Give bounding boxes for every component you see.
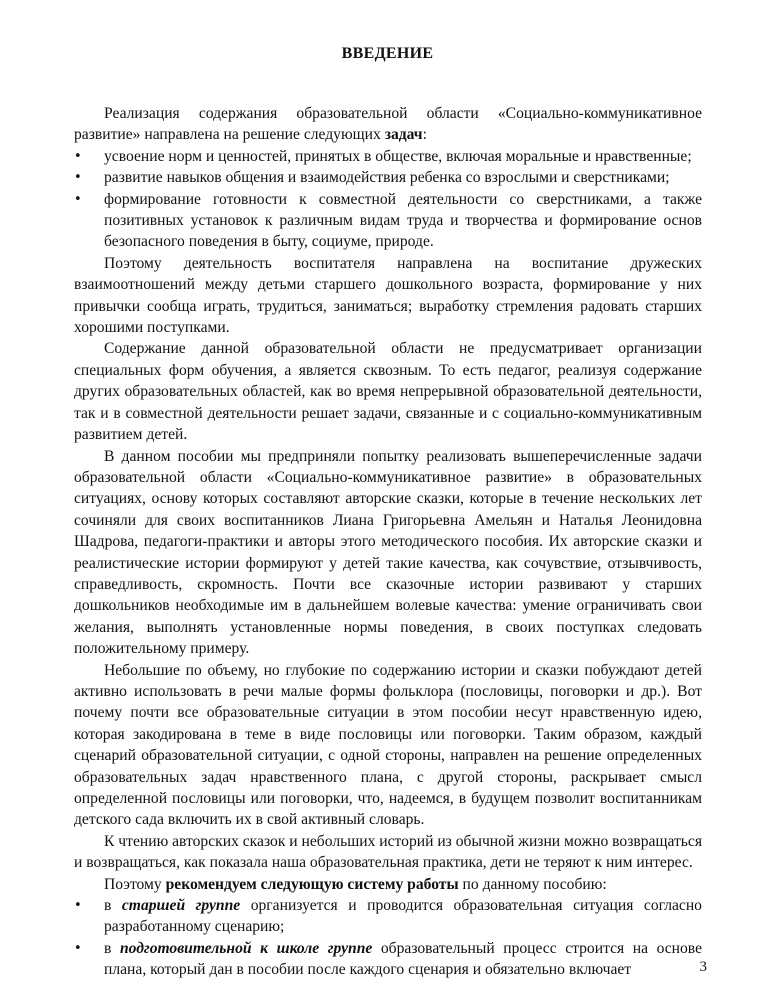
- recommendation-paragraph: [74, 874, 702, 895]
- rec-intro-text: Поэтому: [104, 875, 166, 893]
- bullet-icon: •: [74, 170, 82, 186]
- list-item: [74, 895, 702, 938]
- paragraph: Небольшие по объему, но глубокие по содержанию истории и сказки побуждают детей активно использовать в речи малые формы фольклора (пословицы, поговорки и др.). Вот почему почти все образовательные ситуации в этом пособии несут нравственную идею, которая закодирована в теме в виде пословицы или поговорки. Таким образом, каждый сценарий образовательной ситуации, с одной стороны, направлен на решение определенных образовательных задач нравственного плана, с другой стороны, раскрывает смысл определенной пословицы или поговорки, что, надеемся, в будущем позволит воспитанникам детского сада включить их в свой активный словарь.: [74, 661, 702, 829]
- list-item: [74, 146, 702, 167]
- bullet-icon: •: [74, 191, 82, 207]
- intro-bold-word: задач: [384, 126, 423, 144]
- list-item: [74, 189, 702, 253]
- rec-text: в: [104, 939, 120, 957]
- intro-paragraph: [74, 103, 702, 146]
- paragraph: К чтению авторских сказок и небольших историй из обычной жизни можно возвращаться и возвращаться, как показала наша образовательная практика, дети не теряют к ним интерес.: [74, 832, 702, 872]
- list-item-text: усвоение норм и ценностей, принятых в обществе, включая моральные и нравственные;: [104, 147, 692, 165]
- rec-text: в: [104, 897, 122, 915]
- bullet-icon: •: [74, 148, 82, 164]
- rec-text: организуется и проводится образовательная ситуация согласно разработанному сценарию;: [104, 897, 702, 936]
- tasks-list: [74, 146, 702, 253]
- paragraph: В данном пособии мы предприняли попытку реализовать вышеперечисленные задачи образовательной области «Социально-коммуникативное развитие» в образовательных ситуациях, основу которых составляют авторские сказки, которые в течение нескольких лет сочиняли для своих воспитанников Лиана Григорьевна Амельян и Наталья Леонидовна Шадрова, педагоги-практики и авторы этого методического пособия. Их авторские сказки и реалистические истории формируют у детей такие качества, как сочувствие, отзывчивость, справедливость, скромность. Почти все сказочные истории развивают у старших дошкольников необходимые им в дальнейшем волевые качества: умение ограничивать свои желания, выполнять установленные нормы поведения, в своих поступках следовать положительному примеру.: [74, 447, 702, 658]
- paragraph: Содержание данной образовательной области не предусматривает организации специальных форм обучения, а является сквозным. То есть педагог, реализуя содержание других образовательных областей, как во время непрерывной образовательной деятельности, так и в совместной деятельности решает задачи, связанные и с социально-коммуникативным развитием детей.: [74, 340, 702, 444]
- paragraph: Поэтому деятельность воспитателя направлена на воспитание дружеских взаимоотношений между детьми старшего дошкольного возраста, формирование у них привычки сообща играть, трудиться, заниматься; выработку стремления радовать старших хорошими поступками.: [74, 254, 702, 337]
- recommendations-list: [74, 895, 702, 981]
- rec-group-name: старшей группе: [121, 897, 241, 915]
- body-text: [74, 103, 702, 981]
- bullet-icon: •: [74, 898, 82, 914]
- rec-intro-bold: рекомендуем следующую систему работы: [165, 875, 459, 893]
- list-item: [74, 938, 702, 981]
- list-item-text: развитие навыков общения и взаимодействия ребенка со взрослыми и сверстниками;: [104, 169, 670, 187]
- bullet-icon: •: [74, 940, 82, 956]
- intro-text: Реализация содержания образовательной области «Социально-коммуникативное развитие» направлена на решение следующих: [74, 105, 702, 144]
- rec-group-name: подготовительной к школе группе: [119, 939, 373, 957]
- page-number: 3: [699, 959, 707, 975]
- rec-text: образовательный процесс строится на основе плана, который дан в пособии после каждого сценария и обязательно включает: [104, 939, 703, 979]
- list-item: [74, 167, 702, 188]
- list-item-text: формирование готовности к совместной деятельности со сверстниками, а также позитивных установок к различным видам труда и творчества и формирование основ безопасного поведения в быту, социуме, природе.: [104, 190, 702, 251]
- rec-intro-tail: по данному пособию:: [458, 875, 607, 893]
- page-title: ВВЕДЕНИЕ: [341, 45, 434, 62]
- intro-colon: :: [422, 126, 427, 144]
